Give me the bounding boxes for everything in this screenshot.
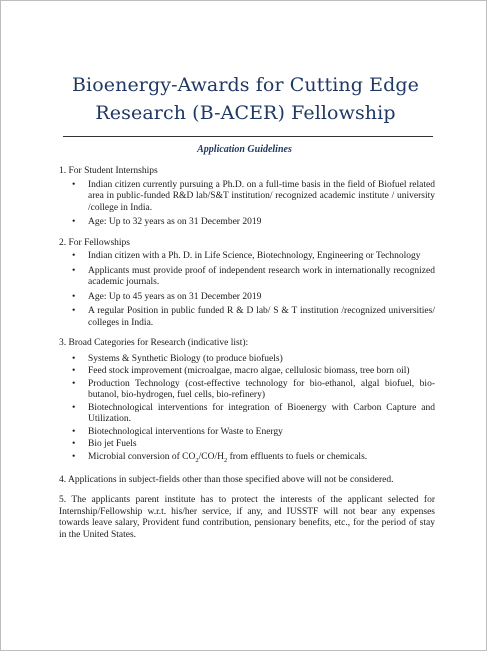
list-item: [72, 217, 435, 229]
section-research-categories: [59, 338, 435, 466]
bullet-icon: •: [72, 426, 76, 437]
list-item: [72, 265, 435, 289]
list-item-text: Feed stock improvement (microalgae, macro algae, cellulosic biomass, tree born oil): [88, 366, 410, 376]
bullet-icon: •: [72, 217, 76, 227]
list-item: [72, 402, 435, 426]
bullet-icon: •: [72, 366, 76, 376]
list-item-text: Age: Up to 45 years as on 31 December 2019: [88, 291, 262, 302]
subscript: 2: [195, 456, 199, 464]
list-item: [72, 179, 435, 215]
list-item: [72, 251, 435, 263]
subscript: 2: [223, 456, 228, 464]
list-item-text: Applicants must provide proof of independent research work in internationally recognized academic journals.: [88, 265, 435, 287]
bullet-icon: •: [72, 353, 76, 364]
list-item-text: Age: Up to 32 years as on 31 December 2019: [88, 217, 262, 227]
list-item-text: Indian citizen currently pursuing a Ph.D. on a full-time basis in the field of Biofuel related area in public-funded R&D lab/S&T institution/ recognized academic institute / university /college in India.: [88, 179, 435, 213]
bullet-list: [59, 180, 435, 229]
list-item: [72, 306, 435, 329]
list-item-text: Bio jet Fuels: [88, 439, 137, 449]
bullet-icon: •: [72, 402, 76, 413]
bullet-icon: •: [72, 251, 76, 261]
bullet-icon: •: [72, 306, 76, 316]
bullet-icon: •: [72, 265, 76, 276]
document-body: [59, 166, 435, 550]
list-item: [72, 451, 435, 466]
list-item-text: Biotechnological interventions for Waste to Energy: [88, 426, 283, 437]
list-item-text: Biotechnological interventions for integration of Bioenergy with Carbon Capture and Utilization.: [88, 402, 435, 424]
text-fragment: Microbial conversion of CO: [88, 451, 196, 462]
bullet-list: [59, 251, 435, 329]
list-item: [72, 366, 435, 378]
bullet-icon: •: [72, 451, 76, 462]
list-item: [72, 291, 435, 304]
list-item-text: Indian citizen with a Ph. D. in Life Science, Biotechnology, Engineering or Technology: [88, 251, 421, 261]
list-item-text: Production Technology (cost-effective technology for bio-ethanol, algal biofuel, bio-butanol, bio-hydrogen, fuel cells, bio-refinery): [88, 378, 435, 400]
bullet-icon: •: [72, 378, 76, 389]
page-title: [41, 71, 450, 127]
section-heading: 1. For Student Internships: [59, 166, 158, 176]
bullet-icon: •: [72, 179, 76, 190]
list-item: [72, 439, 435, 451]
section-student-internships: [59, 166, 435, 229]
list-item: [72, 426, 435, 439]
bullet-icon: •: [72, 291, 76, 302]
section-heading: 3. Broad Categories for Research (indicative list):: [59, 338, 249, 348]
list-item-text: A regular Position in public funded R & D lab/ S & T institution /recognized universities/ colleges in India.: [88, 306, 435, 328]
title-divider: [63, 136, 433, 137]
list-item: [72, 353, 435, 366]
text-fragment: from effluents to fuels or chemicals.: [227, 451, 368, 462]
list-item-text: [88, 452, 367, 462]
list-item: [72, 378, 435, 402]
section-heading: 2. For Fellowships: [59, 237, 130, 248]
title-line-2: Research (B-ACER) Fellowship: [95, 102, 396, 124]
paragraph-5: 5. The applicants parent institute has to protect the interests of the applicant selected for Internship/Fellowship w.r.t. his/her service, if any, and IUSSTF will not bear any expenses towards leave salary, Provident fund contribution, pensionary benefits, etc., for the period of stay in the United States.: [59, 495, 435, 540]
bullet-list: [59, 354, 435, 466]
section-fellowships: [59, 238, 435, 330]
subtitle: Application Guidelines: [197, 144, 292, 155]
bullet-icon: •: [72, 439, 76, 449]
text-fragment: /CO/H: [198, 451, 224, 462]
title-line-1: Bioenergy-Awards for Cutting Edge: [72, 74, 419, 96]
paragraph-4: 4. Applications in subject-fields other than those specified above will not be considered.: [59, 474, 394, 485]
list-item-text: Systems & Synthetic Biology (to produce biofuels): [88, 353, 283, 364]
